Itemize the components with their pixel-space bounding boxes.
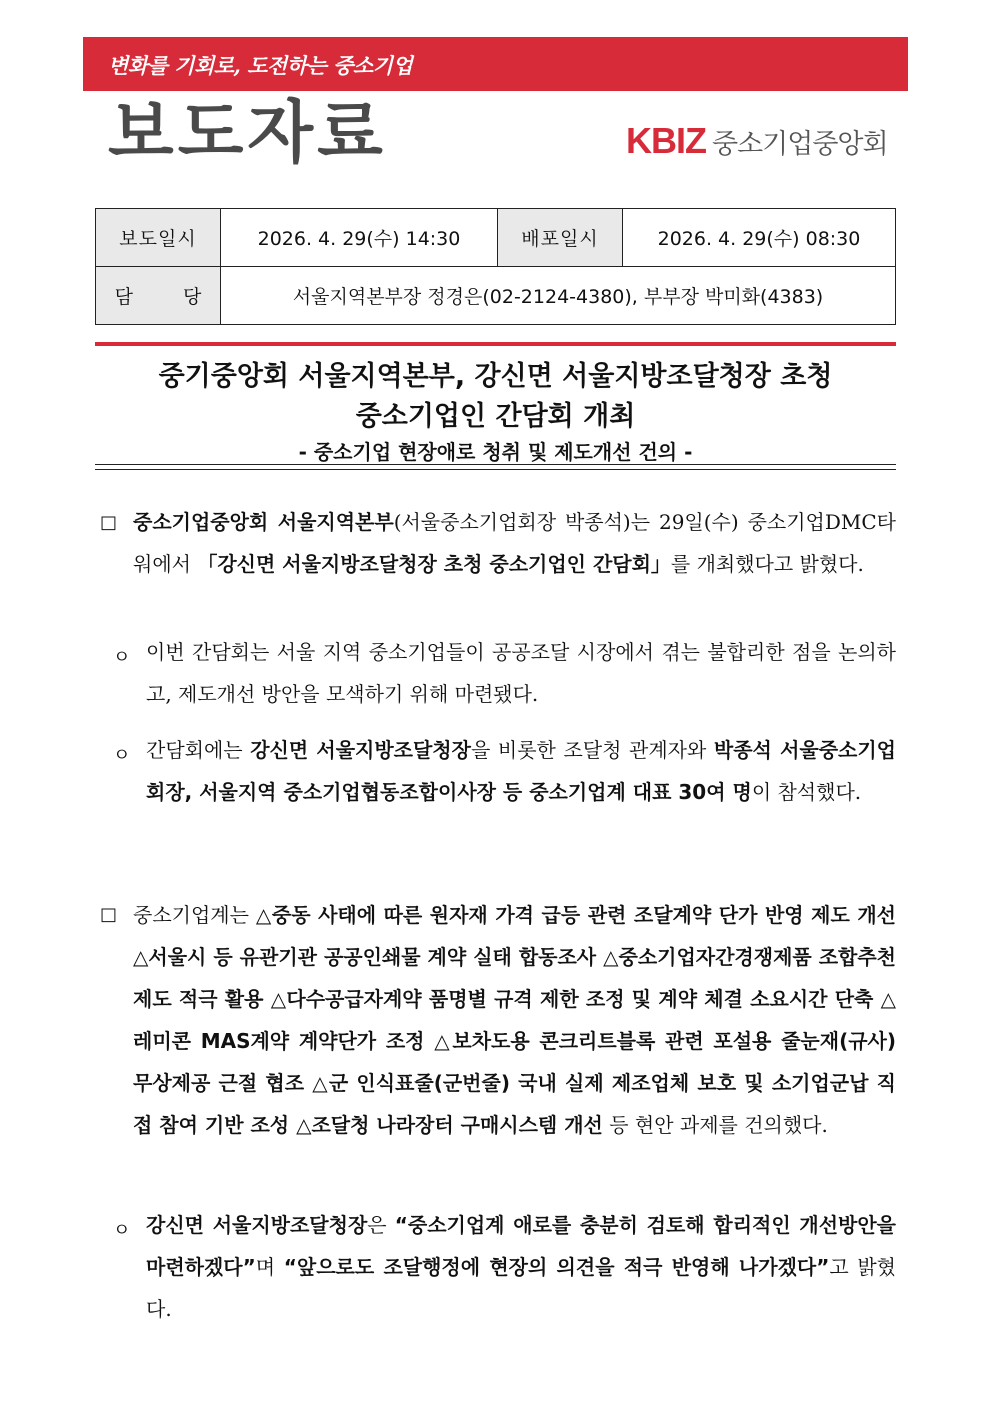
title-bottom-rule [95,464,896,470]
release-row [96,209,896,267]
p5-bold-3: “앞으로도 조달행정에 현장의 의견을 적극 반영해 나가겠다” [283,1255,830,1279]
contact-row [96,267,896,325]
distribution-label: 배포일시 [498,209,623,267]
p4-text-2: 등 현안 과제를 건의했다. [602,1113,828,1137]
release-label: 보도일시 [96,209,221,267]
header-banner [83,37,908,91]
circle-bullet: ㅇ [113,745,131,766]
p3-bold-1: 강신면 서울지방조달청장 [250,738,471,762]
p5-bold-1: 강신면 서울지방조달청장 [146,1213,368,1237]
paragraph-3 [146,729,896,813]
logo-mark: KBIZ [626,120,706,161]
p2-text: 이번 간담회는 서울 지역 중소기업들이 공공조달 시장에서 겪는 불합리한 점을 논의하고, 제도개선 방안을 모색하기 위해 마련됐다. [146,640,896,706]
p1-bold-2: 「강신면 서울지방조달청장 초청 중소기업인 간담회」 [197,552,671,576]
title-top-rule [95,342,896,346]
paragraph-4 [133,894,896,1146]
p5-text-3: 고 밝혔다. [146,1255,896,1321]
subheadline: - 중소기업 현장애로 청취 및 제도개선 건의 - [298,440,693,464]
kbiz-logo [626,120,888,162]
paragraph-1 [133,501,896,585]
logo-name: 중소기업중앙회 [712,129,888,160]
release-info-table [95,208,896,325]
doc-type-title: 보도자료 [108,94,387,173]
circle-bullet: ㅇ [113,647,131,668]
square-bullet: □ [100,904,118,925]
p3-text-3: 이 참석했다. [751,780,862,804]
p1-text-1: (서울중소기업회장 박종석)는 29일(수) 중소기업DMC타워에서 [133,510,896,576]
release-value: 2026. 4. 29(수) 14:30 [221,209,498,267]
p3-bold-2: 박종석 서울중소기업회장, 서울지역 중소기업협동조합이사장 등 중소기업계 대표 30여 명 [146,738,896,804]
p3-text-2: 을 비롯한 조달청 관계자와 [470,738,714,762]
contact-value: 서울지역본부장 정경은(02-2124-4380), 부부장 박미화(4383) [221,267,896,325]
square-bullet: □ [100,512,118,533]
headline-line-2: 중소기업인 간담회 개최 [355,401,636,432]
contact-label: 담 당 [96,267,221,325]
p1-text-2: 를 개최했다고 밝혔다. [670,552,864,576]
p1-bold-1: 중소기업중앙회 서울지역본부 [133,510,394,534]
circle-bullet: ㅇ [113,1220,131,1241]
distribution-value: 2026. 4. 29(수) 08:30 [623,209,896,267]
p3-text-1: 간담회에는 [146,738,251,762]
p5-text-2: 며 [255,1255,284,1279]
p4-bold-1: △중동 사태에 따른 원자재 가격 급등 관련 조달계약 단가 반영 제도 개선 △서울시 등 유관기관 공공인쇄물 계약 실태 합동조사 △중소기업자간경쟁제품 조합추천제도 적극 활용 △다수공급자계약 품명별 규격 제한 조정 및 계약 체결 소요시간 단축 △레미콘 MAS계약 계약단가 조정 △보차도용 콘크리트블록 관련 포설용 줄눈재(규사) 무상제공 근절 협조 △군 인식표줄(군번줄) 국내 실제 제조업체 보호 및 소기업군납 직접 참여 기반 조성 △조달청 나라장터 구매시스템 개선 [133,903,897,1137]
paragraph-2 [146,631,896,715]
p5-bold-2: “중소기업계 애로를 충분히 검토해 합리적인 개선방안을 마련하겠다” [146,1213,896,1279]
p5-text-1: 은 [367,1213,395,1237]
paragraph-5 [146,1204,896,1330]
headline-line-1: 중기중앙회 서울지역본부, 강신면 서울지방조달청장 초청 [158,361,833,392]
p4-text-1: 중소기업계는 [133,903,256,927]
slogan: 변화를 기회로, 도전하는 중소기업 [108,53,413,78]
